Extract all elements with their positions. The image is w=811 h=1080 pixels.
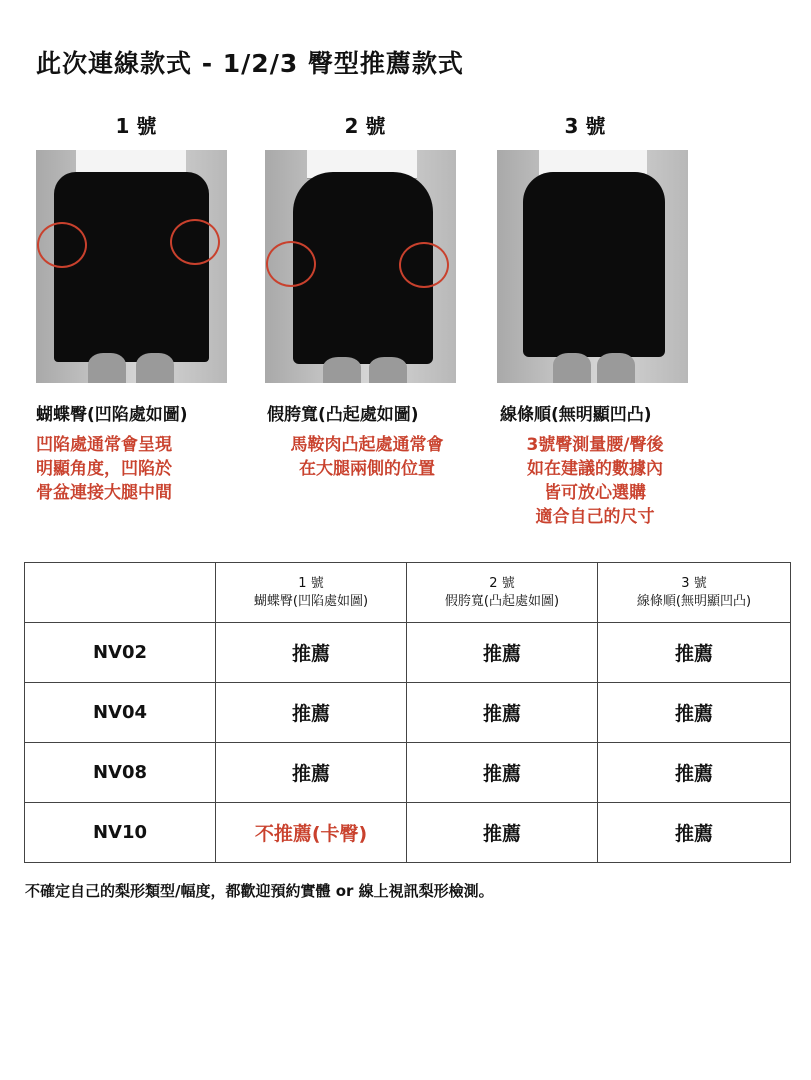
hollow-marker-right — [170, 219, 220, 265]
page-title: 此次連線款式 - 1/2/3 臀型推薦款式 — [36, 49, 464, 78]
table-header-type-1 — [216, 563, 407, 623]
type-1-number: 1 號 — [115, 114, 157, 138]
hip-type-1-photo — [36, 150, 227, 383]
note-line: 如在建議的數據內 — [527, 459, 663, 479]
table-header-type-3 — [598, 563, 791, 623]
not-recommended-cell: 不推薦(卡臀) — [216, 803, 407, 863]
rec-cell: 推薦 — [598, 803, 791, 863]
note-line: 凹陷處通常會呈現 — [36, 435, 172, 455]
header-number: 1 號 — [298, 575, 324, 591]
type-2-note — [262, 433, 472, 481]
model-cell: NV02 — [25, 623, 216, 683]
table-header-type-2 — [407, 563, 598, 623]
bulge-marker-right — [399, 242, 449, 288]
hollow-marker-left — [37, 222, 87, 268]
type-2-number: 2 號 — [344, 114, 386, 138]
rec-cell: 推薦 — [598, 743, 791, 803]
rec-cell: 推薦 — [407, 623, 598, 683]
rec-cell: 推薦 — [216, 683, 407, 743]
header-name: 假胯寬(凸起處如圖) — [444, 593, 560, 609]
header-name: 線條順(無明顯凹凸) — [636, 593, 752, 609]
rec-cell: 推薦 — [216, 623, 407, 683]
hip-type-3-photo — [497, 150, 688, 383]
hip-type-2-photo — [265, 150, 456, 383]
note-line: 適合自己的尺寸 — [535, 507, 655, 527]
table-row — [25, 623, 791, 683]
type-1-note — [36, 433, 172, 505]
recommendation-table — [24, 562, 791, 863]
model-cell: NV10 — [25, 803, 216, 863]
footer-note: 不確定自己的梨形類型/幅度，都歡迎預約實體 or 線上視訊梨形檢測。 — [25, 882, 494, 900]
table-corner-cell — [25, 563, 216, 623]
rec-cell: 推薦 — [407, 743, 598, 803]
type-3-note — [490, 433, 700, 529]
table-header-row — [25, 563, 791, 623]
table-row — [25, 803, 791, 863]
table-row — [25, 683, 791, 743]
rec-cell: 推薦 — [407, 803, 598, 863]
type-1-name: 蝴蝶臀(凹陷處如圖) — [36, 405, 188, 425]
model-cell: NV08 — [25, 743, 216, 803]
type-3-number: 3 號 — [564, 114, 606, 138]
rec-cell: 推薦 — [598, 623, 791, 683]
header-name: 蝴蝶臀(凹陷處如圖) — [253, 593, 369, 609]
type-3-name: 線條順(無明顯凹凸) — [500, 405, 652, 425]
note-line: 在大腿兩側的位置 — [299, 459, 435, 479]
header-number: 2 號 — [489, 575, 515, 591]
note-line: 明顯角度，凹陷於 — [36, 459, 172, 479]
type-2-name: 假胯寬(凸起處如圖) — [267, 405, 419, 425]
table-row — [25, 743, 791, 803]
rec-cell: 推薦 — [216, 743, 407, 803]
rec-cell: 推薦 — [407, 683, 598, 743]
note-line: 骨盆連接大腿中間 — [36, 483, 172, 503]
header-number: 3 號 — [681, 575, 707, 591]
bulge-marker-left — [266, 241, 316, 287]
model-cell: NV04 — [25, 683, 216, 743]
note-line: 馬鞍肉凸起處通常會 — [290, 435, 444, 455]
rec-cell: 推薦 — [598, 683, 791, 743]
note-line: 皆可放心選購 — [544, 483, 646, 503]
note-line: 3號臀測量腰/臀後 — [526, 435, 664, 455]
